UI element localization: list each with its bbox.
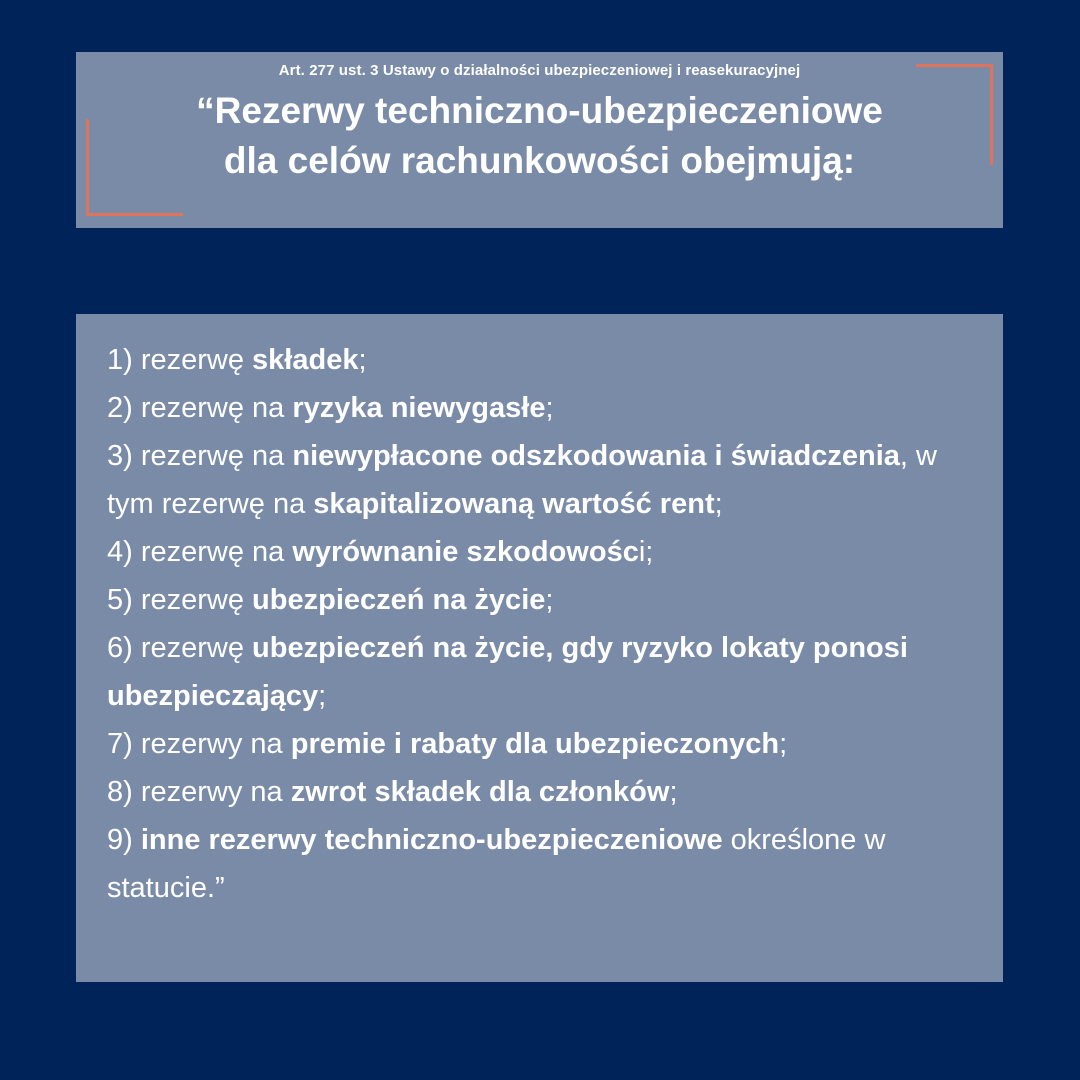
reserves-list [107, 336, 969, 912]
list-item: 1) rezerwę składek; [107, 344, 367, 376]
list-item: 8) rezerwy na zwrot składek dla członków; [107, 776, 678, 808]
header-panel [76, 52, 1003, 228]
list-item: 4) rezerwę na wyrównanie szkodowości; [107, 536, 654, 568]
list-item: 5) rezerwę ubezpieczeń na życie; [107, 584, 554, 616]
list-item: 3) rezerwę na niewypłacone odszkodowania i świadczenia, w tym rezerwę na skapitalizowaną wartość rent; [107, 440, 937, 520]
list-item: 6) rezerwę ubezpieczeń na życie, gdy ryzyko lokaty ponosi ubezpieczający; [107, 632, 908, 712]
title-line-1: “Rezerwy techniczno-ubezpieczeniowe [196, 90, 883, 131]
page-title [76, 86, 1003, 186]
list-panel [76, 314, 1003, 982]
title-line-2: dla celów rachunkowości obejmują: [223, 140, 856, 181]
legal-source: Art. 277 ust. 3 Ustawy o działalności ubezpieczeniowej i reasekuracyjnej [278, 62, 801, 79]
list-item: 9) inne rezerwy techniczno-ubezpieczeniowe określone w statucie.” [107, 824, 886, 904]
list-item: 2) rezerwę na ryzyka niewygasłe; [107, 392, 554, 424]
list-item: 7) rezerwy na premie i rabaty dla ubezpieczonych; [107, 728, 788, 760]
